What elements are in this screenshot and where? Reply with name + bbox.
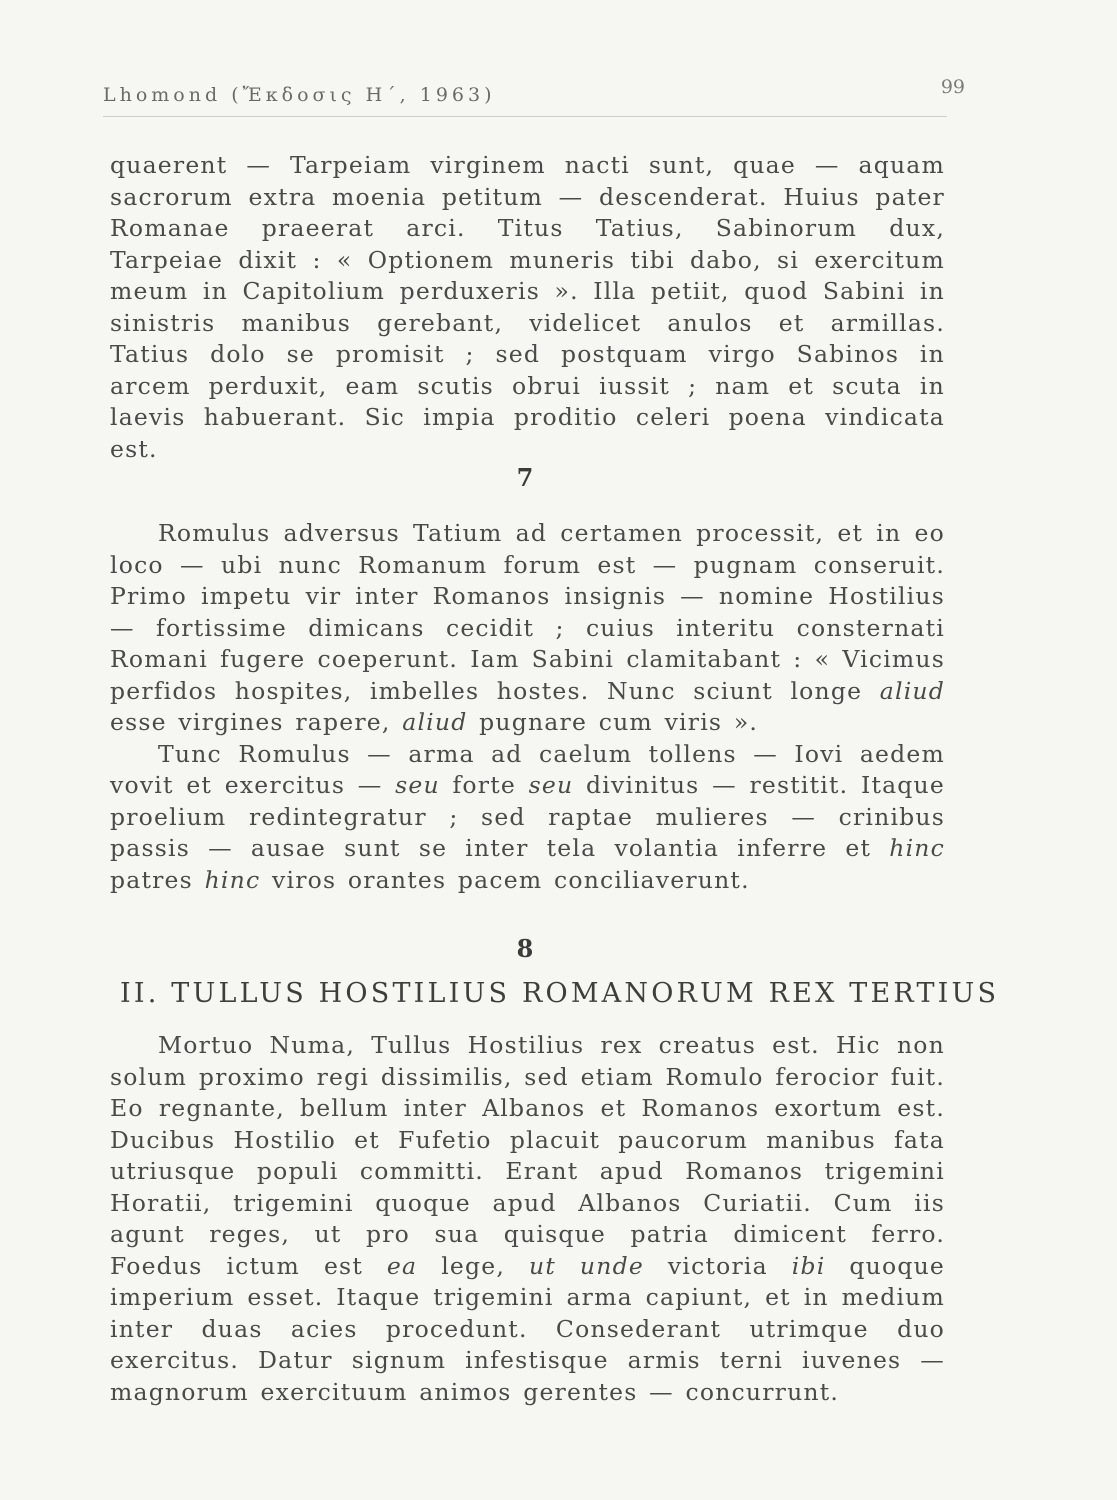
text-run: pugnare cum viris ».	[467, 708, 759, 736]
italic-word: hinc	[204, 865, 261, 894]
text-run: patres	[110, 865, 205, 894]
text-block-section-8	[110, 1030, 945, 1408]
italic-word: aliud	[402, 708, 468, 736]
section-number-7: 7	[516, 463, 534, 492]
italic-word: ibi	[791, 1251, 826, 1280]
text-block-section-7	[110, 518, 945, 896]
italic-word: aliud	[879, 676, 945, 705]
paragraph-tullus-hostilius	[110, 1030, 945, 1408]
italic-word: seu	[528, 771, 574, 799]
paragraph-tarpeia: quaerent — Tarpeiam virginem nacti sunt, quae — aquam sacrorum extra moenia petitum — descenderat. Huius pater Romanae praeerat arci. Titus Tatius, Sabinorum dux, Tarpeiae dixit : « Optionem muneris tibi dabo, si exercitum meum in Capitolium perduxeris ». Illa petiit, quod Sabini in sinistris manibus gerebant, videlicet anulos et armillas. Tatius dolo se promisit ; sed postquam virgo Sabinos in arcem perduxit, eam scutis obrui iussit ; nam et scuta in laevis habuerant. Sic impia proditio celeri poena vindicata est.	[110, 151, 945, 463]
text-run: esse virgines rapere,	[110, 708, 403, 736]
text-run: viros orantes pacem conciliaverunt.	[260, 865, 750, 894]
text-run: Mortuo Numa, Tullus Hostilius rex creatus est. Hic non solum proximo regi dissimilis, sed etiam Romulo ferocior fuit. Eo regnante, bellum inter Albanos et Romanos exortum est. Ducibus Hostilio et Fufetio placuit paucorum manibus fata utriusque populi committi. Erant apud Romanos trigemini Horatii, trigemini quoque apud Albanos Curiatii. Cum iis agunt reges, ut pro sua quisque patria dimicent ferro. Foedus ictum est	[110, 1031, 945, 1280]
text-run: lege,	[417, 1251, 529, 1280]
chapter-heading: II. TULLUS HOSTILIUS ROMANORUM REX TERTIUS	[120, 978, 1000, 1009]
text-run: Romulus adversus Tatium ad certamen processit, et in eo loco — ubi nunc Romanum forum est — pugnam conseruit. Primo impetu vir inter Romanos insignis — nomine Hostilius — fortissime dimicans cecidit ; cuius interitu consternati Romani fugere coeperunt. Iam Sabini clamitabant : « Vicimus perfidos hospites, imbelles hostes. Nunc sciunt longe	[110, 519, 945, 705]
section-number-8: 8	[516, 934, 534, 963]
page-header	[103, 76, 965, 117]
paragraph-romulus-battle	[110, 518, 945, 739]
italic-word: hinc	[889, 834, 945, 862]
text-run: quoque imperium esset. Itaque trigemini arma capiunt, et in medium inter duas acies procedunt. Consederant utrimque duo exercitus. Datur signum infestisque armis terni iuvenes — magnorum exercituum animos gerentes — concurrunt.	[110, 1251, 946, 1406]
text-run: victoria	[643, 1251, 792, 1280]
paragraph-romulus-vow	[110, 739, 945, 897]
text-block-tarpeia	[110, 150, 945, 465]
running-head: Lhomond (Ἔκδοσις Η΄, 1963)	[103, 84, 496, 106]
italic-word: ea	[386, 1251, 418, 1280]
italic-word: ut unde	[529, 1251, 644, 1280]
italic-word: seu	[395, 771, 440, 799]
text-run: Tunc Romulus — arma ad caelum tollens — Iovi aedem vovit et exercitus —	[110, 739, 945, 799]
text-run: forte	[439, 771, 529, 799]
page-number: 99	[940, 76, 965, 98]
text-run: divinitus — restitit. Itaque proelium redintegratur ; sed raptae mulieres — crinibus passis — ausae sunt se inter tela volantia inferre et	[110, 771, 945, 862]
